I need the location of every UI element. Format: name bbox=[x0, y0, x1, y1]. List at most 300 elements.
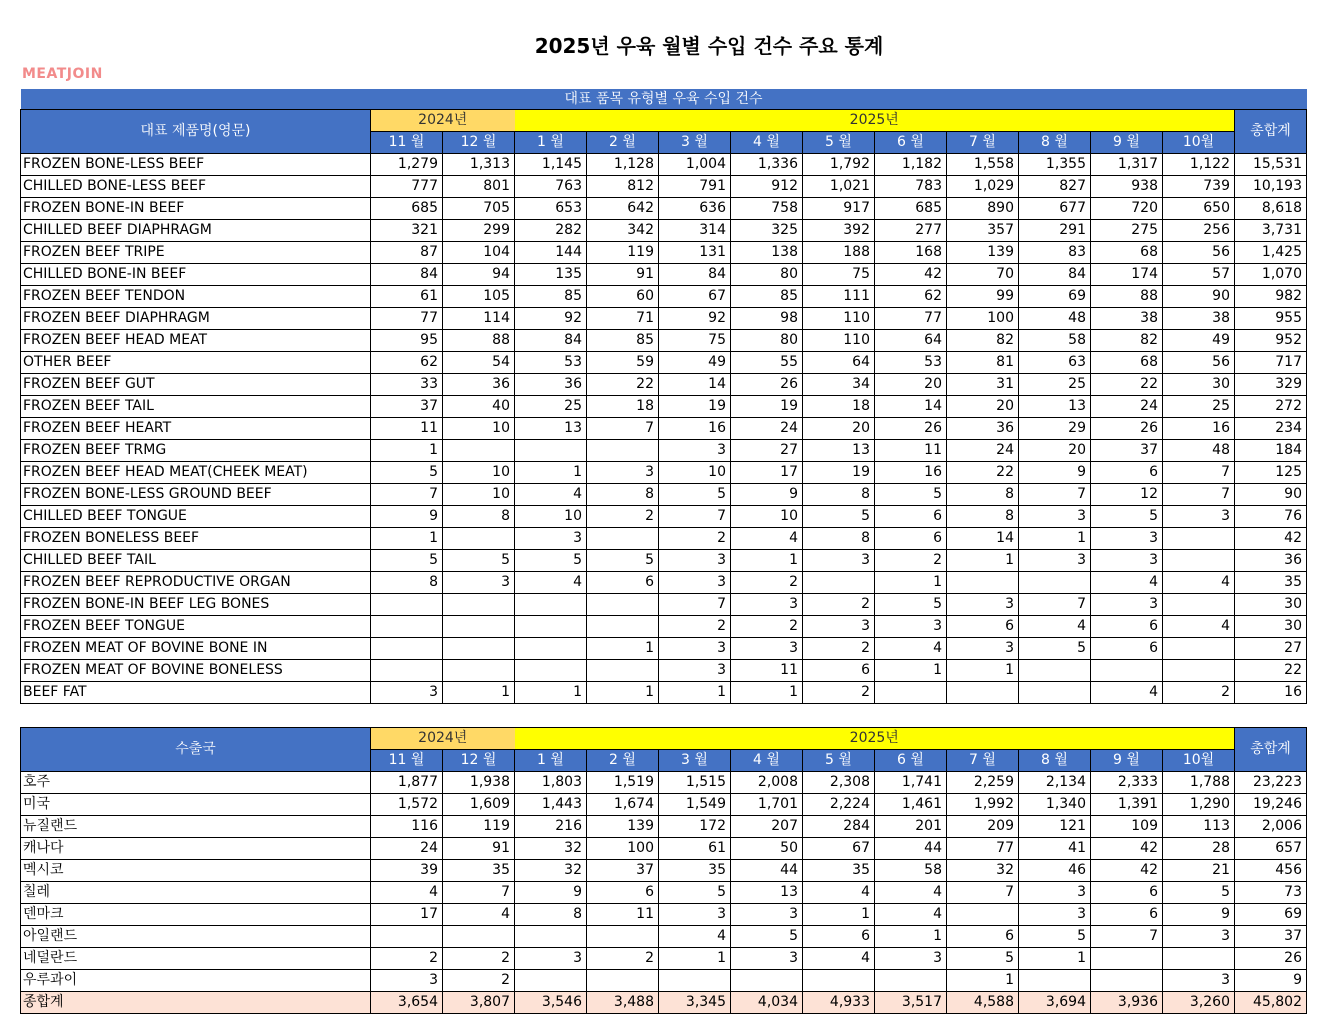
value-cell: 109 bbox=[1091, 816, 1163, 838]
value-cell bbox=[947, 904, 1019, 926]
value-cell: 3 bbox=[1091, 594, 1163, 616]
value-cell: 53 bbox=[875, 352, 947, 374]
month-header: 3 월 bbox=[659, 750, 731, 772]
row-total: 234 bbox=[1235, 418, 1307, 440]
row-total: 90 bbox=[1235, 484, 1307, 506]
value-cell: 9 bbox=[731, 484, 803, 506]
value-cell: 636 bbox=[659, 198, 731, 220]
value-cell: 2 bbox=[659, 616, 731, 638]
value-cell: 284 bbox=[803, 816, 875, 838]
value-cell: 6 bbox=[587, 572, 659, 594]
row-total: 657 bbox=[1235, 838, 1307, 860]
value-cell: 3 bbox=[803, 616, 875, 638]
value-cell bbox=[443, 616, 515, 638]
value-cell bbox=[659, 970, 731, 992]
total-header: 총합계 bbox=[1235, 728, 1307, 772]
month-header: 4 월 bbox=[731, 132, 803, 154]
row-label: FROZEN MEAT OF BOVINE BONELESS bbox=[21, 660, 371, 682]
value-cell: 4 bbox=[443, 904, 515, 926]
row-total: 45,802 bbox=[1235, 992, 1307, 1014]
value-cell: 55 bbox=[731, 352, 803, 374]
value-cell: 26 bbox=[875, 418, 947, 440]
value-cell: 110 bbox=[803, 330, 875, 352]
table-row bbox=[21, 816, 1307, 838]
value-cell: 83 bbox=[1019, 242, 1091, 264]
value-cell: 3,517 bbox=[875, 992, 947, 1014]
row-label: FROZEN BONE-LESS GROUND BEEF bbox=[21, 484, 371, 506]
month-header: 11 월 bbox=[371, 750, 443, 772]
value-cell: 5 bbox=[659, 484, 731, 506]
value-cell: 58 bbox=[1019, 330, 1091, 352]
value-cell: 256 bbox=[1163, 220, 1235, 242]
value-cell: 25 bbox=[1163, 396, 1235, 418]
value-cell: 94 bbox=[443, 264, 515, 286]
value-cell: 56 bbox=[1163, 242, 1235, 264]
value-cell: 3 bbox=[1163, 926, 1235, 948]
row-total: 37 bbox=[1235, 926, 1307, 948]
value-cell: 85 bbox=[587, 330, 659, 352]
value-cell: 3,345 bbox=[659, 992, 731, 1014]
value-cell: 7 bbox=[443, 882, 515, 904]
value-cell: 342 bbox=[587, 220, 659, 242]
value-cell: 1,021 bbox=[803, 176, 875, 198]
value-cell: 34 bbox=[803, 374, 875, 396]
value-cell: 5 bbox=[659, 882, 731, 904]
value-cell: 7 bbox=[371, 484, 443, 506]
value-cell: 105 bbox=[443, 286, 515, 308]
value-cell: 1 bbox=[875, 660, 947, 682]
value-cell: 275 bbox=[1091, 220, 1163, 242]
value-cell bbox=[875, 970, 947, 992]
value-cell: 3,694 bbox=[1019, 992, 1091, 1014]
value-cell: 39 bbox=[371, 860, 443, 882]
value-cell: 3 bbox=[659, 550, 731, 572]
row-label: FROZEN BEEF TENDON bbox=[21, 286, 371, 308]
value-cell: 19 bbox=[803, 462, 875, 484]
value-cell: 56 bbox=[1163, 352, 1235, 374]
row-total: 952 bbox=[1235, 330, 1307, 352]
product-name-header: 대표 제품명(영문) bbox=[21, 110, 371, 154]
value-cell: 24 bbox=[731, 418, 803, 440]
value-cell: 19 bbox=[731, 396, 803, 418]
table-row bbox=[21, 154, 1307, 176]
row-label: 덴마크 bbox=[21, 904, 371, 926]
row-total: 69 bbox=[1235, 904, 1307, 926]
value-cell bbox=[515, 638, 587, 660]
month-header: 9 월 bbox=[1091, 750, 1163, 772]
value-cell: 685 bbox=[371, 198, 443, 220]
value-cell: 7 bbox=[659, 506, 731, 528]
value-cell: 36 bbox=[947, 418, 1019, 440]
value-cell: 2 bbox=[587, 506, 659, 528]
value-cell: 14 bbox=[659, 374, 731, 396]
value-cell: 26 bbox=[731, 374, 803, 396]
value-cell: 209 bbox=[947, 816, 1019, 838]
value-cell: 48 bbox=[1019, 308, 1091, 330]
value-cell: 58 bbox=[875, 860, 947, 882]
value-cell: 40 bbox=[443, 396, 515, 418]
value-cell: 111 bbox=[803, 286, 875, 308]
value-cell: 37 bbox=[587, 860, 659, 882]
value-cell: 84 bbox=[659, 264, 731, 286]
country-header: 수출국 bbox=[21, 728, 371, 772]
value-cell: 2 bbox=[731, 572, 803, 594]
value-cell bbox=[515, 594, 587, 616]
value-cell: 61 bbox=[659, 838, 731, 860]
value-cell: 35 bbox=[443, 860, 515, 882]
row-total: 272 bbox=[1235, 396, 1307, 418]
value-cell: 60 bbox=[587, 286, 659, 308]
value-cell: 216 bbox=[515, 816, 587, 838]
table-row bbox=[21, 550, 1307, 572]
year-2025-header: 2025년 bbox=[515, 728, 1235, 750]
value-cell: 1 bbox=[1019, 528, 1091, 550]
value-cell: 917 bbox=[803, 198, 875, 220]
value-cell: 5 bbox=[1019, 926, 1091, 948]
value-cell: 5 bbox=[875, 594, 947, 616]
value-cell: 1,279 bbox=[371, 154, 443, 176]
row-total: 16 bbox=[1235, 682, 1307, 704]
value-cell: 131 bbox=[659, 242, 731, 264]
value-cell: 642 bbox=[587, 198, 659, 220]
value-cell: 21 bbox=[1163, 860, 1235, 882]
value-cell: 69 bbox=[1019, 286, 1091, 308]
value-cell: 32 bbox=[947, 860, 1019, 882]
value-cell: 207 bbox=[731, 816, 803, 838]
row-label: FROZEN BEEF HEAD MEAT bbox=[21, 330, 371, 352]
value-cell: 20 bbox=[803, 418, 875, 440]
value-cell: 90 bbox=[1163, 286, 1235, 308]
value-cell: 98 bbox=[731, 308, 803, 330]
month-header: 11 월 bbox=[371, 132, 443, 154]
row-label: FROZEN BEEF TRIPE bbox=[21, 242, 371, 264]
value-cell: 201 bbox=[875, 816, 947, 838]
value-cell: 1,609 bbox=[443, 794, 515, 816]
value-cell: 3 bbox=[731, 948, 803, 970]
table-row bbox=[21, 572, 1307, 594]
value-cell: 2 bbox=[803, 594, 875, 616]
value-cell: 139 bbox=[587, 816, 659, 838]
value-cell: 10 bbox=[443, 462, 515, 484]
value-cell: 7 bbox=[1163, 462, 1235, 484]
value-cell: 4 bbox=[659, 926, 731, 948]
value-cell: 20 bbox=[1019, 440, 1091, 462]
row-total: 30 bbox=[1235, 616, 1307, 638]
value-cell: 3 bbox=[515, 528, 587, 550]
table-row bbox=[21, 948, 1307, 970]
value-cell bbox=[515, 926, 587, 948]
value-cell: 17 bbox=[731, 462, 803, 484]
table-row bbox=[21, 772, 1307, 794]
value-cell: 812 bbox=[587, 176, 659, 198]
table-row bbox=[21, 904, 1307, 926]
value-cell: 1,313 bbox=[443, 154, 515, 176]
value-cell: 48 bbox=[1163, 440, 1235, 462]
value-cell: 29 bbox=[1019, 418, 1091, 440]
value-cell: 139 bbox=[947, 242, 1019, 264]
value-cell: 16 bbox=[1163, 418, 1235, 440]
value-cell: 5 bbox=[1019, 638, 1091, 660]
value-cell: 1 bbox=[659, 948, 731, 970]
row-total: 76 bbox=[1235, 506, 1307, 528]
table-banner: 대표 품목 유형별 우육 수입 건수 bbox=[21, 89, 1307, 110]
value-cell: 46 bbox=[1019, 860, 1091, 882]
table-row bbox=[21, 794, 1307, 816]
value-cell: 11 bbox=[875, 440, 947, 462]
value-cell: 2 bbox=[1163, 682, 1235, 704]
value-cell: 77 bbox=[947, 838, 1019, 860]
value-cell: 80 bbox=[731, 264, 803, 286]
value-cell bbox=[443, 660, 515, 682]
value-cell: 1 bbox=[875, 926, 947, 948]
value-cell bbox=[587, 926, 659, 948]
value-cell: 81 bbox=[947, 352, 1019, 374]
value-cell: 1 bbox=[371, 440, 443, 462]
value-cell: 33 bbox=[371, 374, 443, 396]
value-cell: 36 bbox=[515, 374, 587, 396]
value-cell: 4 bbox=[515, 484, 587, 506]
value-cell: 4 bbox=[803, 882, 875, 904]
value-cell: 1,877 bbox=[371, 772, 443, 794]
value-cell: 1,938 bbox=[443, 772, 515, 794]
value-cell: 3,807 bbox=[443, 992, 515, 1014]
value-cell bbox=[371, 616, 443, 638]
month-header: 10월 bbox=[1163, 132, 1235, 154]
month-header: 4 월 bbox=[731, 750, 803, 772]
value-cell: 91 bbox=[443, 838, 515, 860]
row-total: 19,246 bbox=[1235, 794, 1307, 816]
value-cell bbox=[1163, 528, 1235, 550]
value-cell: 2 bbox=[731, 616, 803, 638]
value-cell: 3 bbox=[659, 572, 731, 594]
value-cell: 4 bbox=[1019, 616, 1091, 638]
value-cell: 62 bbox=[875, 286, 947, 308]
value-cell: 110 bbox=[803, 308, 875, 330]
value-cell: 2,224 bbox=[803, 794, 875, 816]
value-cell: 777 bbox=[371, 176, 443, 198]
row-label: FROZEN BONE-IN BEEF bbox=[21, 198, 371, 220]
product-import-table bbox=[20, 89, 1307, 704]
month-header: 12 월 bbox=[443, 750, 515, 772]
value-cell: 2,134 bbox=[1019, 772, 1091, 794]
value-cell: 10 bbox=[443, 484, 515, 506]
value-cell: 4,588 bbox=[947, 992, 1019, 1014]
value-cell: 26 bbox=[1091, 418, 1163, 440]
value-cell: 5 bbox=[1163, 882, 1235, 904]
value-cell: 4 bbox=[1163, 616, 1235, 638]
value-cell: 113 bbox=[1163, 816, 1235, 838]
value-cell: 77 bbox=[371, 308, 443, 330]
value-cell: 13 bbox=[731, 882, 803, 904]
value-cell: 3 bbox=[1163, 506, 1235, 528]
row-total: 73 bbox=[1235, 882, 1307, 904]
table-row bbox=[21, 440, 1307, 462]
value-cell: 9 bbox=[515, 882, 587, 904]
value-cell: 1 bbox=[515, 462, 587, 484]
value-cell: 75 bbox=[659, 330, 731, 352]
value-cell: 22 bbox=[1091, 374, 1163, 396]
value-cell: 10 bbox=[515, 506, 587, 528]
value-cell bbox=[515, 660, 587, 682]
value-cell: 1 bbox=[947, 970, 1019, 992]
value-cell: 1,391 bbox=[1091, 794, 1163, 816]
value-cell bbox=[1091, 970, 1163, 992]
table-row bbox=[21, 506, 1307, 528]
value-cell: 3 bbox=[659, 904, 731, 926]
month-header: 6 월 bbox=[875, 132, 947, 154]
value-cell: 25 bbox=[1019, 374, 1091, 396]
table-row bbox=[21, 528, 1307, 550]
value-cell bbox=[1163, 948, 1235, 970]
row-total: 36 bbox=[1235, 550, 1307, 572]
value-cell: 37 bbox=[1091, 440, 1163, 462]
value-cell: 650 bbox=[1163, 198, 1235, 220]
value-cell: 121 bbox=[1019, 816, 1091, 838]
row-label: FROZEN BEEF HEART bbox=[21, 418, 371, 440]
value-cell: 20 bbox=[875, 374, 947, 396]
value-cell: 1 bbox=[587, 638, 659, 660]
value-cell: 783 bbox=[875, 176, 947, 198]
value-cell: 10 bbox=[443, 418, 515, 440]
value-cell: 1,803 bbox=[515, 772, 587, 794]
value-cell: 1,290 bbox=[1163, 794, 1235, 816]
value-cell bbox=[443, 528, 515, 550]
row-label: 호주 bbox=[21, 772, 371, 794]
value-cell: 104 bbox=[443, 242, 515, 264]
value-cell: 8 bbox=[947, 506, 1019, 528]
value-cell bbox=[1163, 660, 1235, 682]
value-cell: 1,355 bbox=[1019, 154, 1091, 176]
table-row bbox=[21, 484, 1307, 506]
value-cell: 720 bbox=[1091, 198, 1163, 220]
value-cell bbox=[371, 638, 443, 660]
row-total: 26 bbox=[1235, 948, 1307, 970]
row-label: 미국 bbox=[21, 794, 371, 816]
row-label: FROZEN BONE-IN BEEF LEG BONES bbox=[21, 594, 371, 616]
value-cell bbox=[371, 926, 443, 948]
value-cell: 144 bbox=[515, 242, 587, 264]
value-cell bbox=[515, 616, 587, 638]
value-cell: 3 bbox=[947, 638, 1019, 660]
value-cell: 3,488 bbox=[587, 992, 659, 1014]
row-total: 955 bbox=[1235, 308, 1307, 330]
value-cell: 12 bbox=[1091, 484, 1163, 506]
value-cell: 49 bbox=[659, 352, 731, 374]
table-row bbox=[21, 220, 1307, 242]
value-cell: 14 bbox=[875, 396, 947, 418]
table-row bbox=[21, 374, 1307, 396]
value-cell: 1,340 bbox=[1019, 794, 1091, 816]
row-total: 23,223 bbox=[1235, 772, 1307, 794]
month-header: 5 월 bbox=[803, 750, 875, 772]
value-cell: 3 bbox=[875, 948, 947, 970]
value-cell bbox=[371, 594, 443, 616]
value-cell: 1 bbox=[875, 572, 947, 594]
value-cell: 2 bbox=[371, 948, 443, 970]
month-header: 1 월 bbox=[515, 750, 587, 772]
value-cell: 18 bbox=[803, 396, 875, 418]
month-header: 10월 bbox=[1163, 750, 1235, 772]
row-label: 네덜란드 bbox=[21, 948, 371, 970]
value-cell: 92 bbox=[515, 308, 587, 330]
month-header: 7 월 bbox=[947, 750, 1019, 772]
row-label: 아일랜드 bbox=[21, 926, 371, 948]
value-cell: 38 bbox=[1163, 308, 1235, 330]
row-label: FROZEN BEEF REPRODUCTIVE ORGAN bbox=[21, 572, 371, 594]
value-cell: 75 bbox=[803, 264, 875, 286]
value-cell bbox=[515, 440, 587, 462]
value-cell: 100 bbox=[587, 838, 659, 860]
table-row bbox=[21, 616, 1307, 638]
value-cell: 653 bbox=[515, 198, 587, 220]
value-cell: 827 bbox=[1019, 176, 1091, 198]
value-cell bbox=[947, 682, 1019, 704]
value-cell: 59 bbox=[587, 352, 659, 374]
value-cell: 2 bbox=[443, 948, 515, 970]
row-label: FROZEN BEEF DIAPHRAGM bbox=[21, 308, 371, 330]
row-label: 우루과이 bbox=[21, 970, 371, 992]
row-total: 717 bbox=[1235, 352, 1307, 374]
value-cell: 6 bbox=[1091, 616, 1163, 638]
value-cell: 1 bbox=[947, 660, 1019, 682]
value-cell: 30 bbox=[1163, 374, 1235, 396]
value-cell: 17 bbox=[371, 904, 443, 926]
value-cell: 119 bbox=[443, 816, 515, 838]
value-cell: 3 bbox=[659, 660, 731, 682]
value-cell: 3 bbox=[947, 594, 1019, 616]
value-cell: 32 bbox=[515, 860, 587, 882]
value-cell: 6 bbox=[1091, 904, 1163, 926]
value-cell bbox=[1019, 660, 1091, 682]
value-cell bbox=[803, 572, 875, 594]
value-cell bbox=[587, 528, 659, 550]
value-cell: 57 bbox=[1163, 264, 1235, 286]
value-cell: 42 bbox=[875, 264, 947, 286]
value-cell: 357 bbox=[947, 220, 1019, 242]
year-2025-header: 2025년 bbox=[515, 110, 1235, 132]
value-cell: 1 bbox=[731, 682, 803, 704]
value-cell: 42 bbox=[1091, 860, 1163, 882]
value-cell: 13 bbox=[515, 418, 587, 440]
value-cell: 6 bbox=[875, 528, 947, 550]
value-cell: 677 bbox=[1019, 198, 1091, 220]
month-header: 2 월 bbox=[587, 132, 659, 154]
value-cell: 1,788 bbox=[1163, 772, 1235, 794]
row-total: 10,193 bbox=[1235, 176, 1307, 198]
value-cell: 801 bbox=[443, 176, 515, 198]
value-cell: 1 bbox=[1019, 948, 1091, 970]
table-row bbox=[21, 638, 1307, 660]
brand-logo: MEATJOIN bbox=[22, 66, 103, 82]
value-cell: 10 bbox=[731, 506, 803, 528]
row-total: 35 bbox=[1235, 572, 1307, 594]
value-cell: 4 bbox=[371, 882, 443, 904]
row-label: FROZEN BEEF TRMG bbox=[21, 440, 371, 462]
month-header: 8 월 bbox=[1019, 750, 1091, 772]
value-cell: 1,701 bbox=[731, 794, 803, 816]
value-cell: 35 bbox=[803, 860, 875, 882]
value-cell: 53 bbox=[515, 352, 587, 374]
row-label: CHILLED BEEF DIAPHRAGM bbox=[21, 220, 371, 242]
value-cell: 88 bbox=[443, 330, 515, 352]
month-header: 9 월 bbox=[1091, 132, 1163, 154]
row-label: BEEF FAT bbox=[21, 682, 371, 704]
value-cell bbox=[875, 682, 947, 704]
value-cell: 49 bbox=[1163, 330, 1235, 352]
value-cell: 119 bbox=[587, 242, 659, 264]
value-cell: 64 bbox=[875, 330, 947, 352]
value-cell: 3 bbox=[443, 572, 515, 594]
